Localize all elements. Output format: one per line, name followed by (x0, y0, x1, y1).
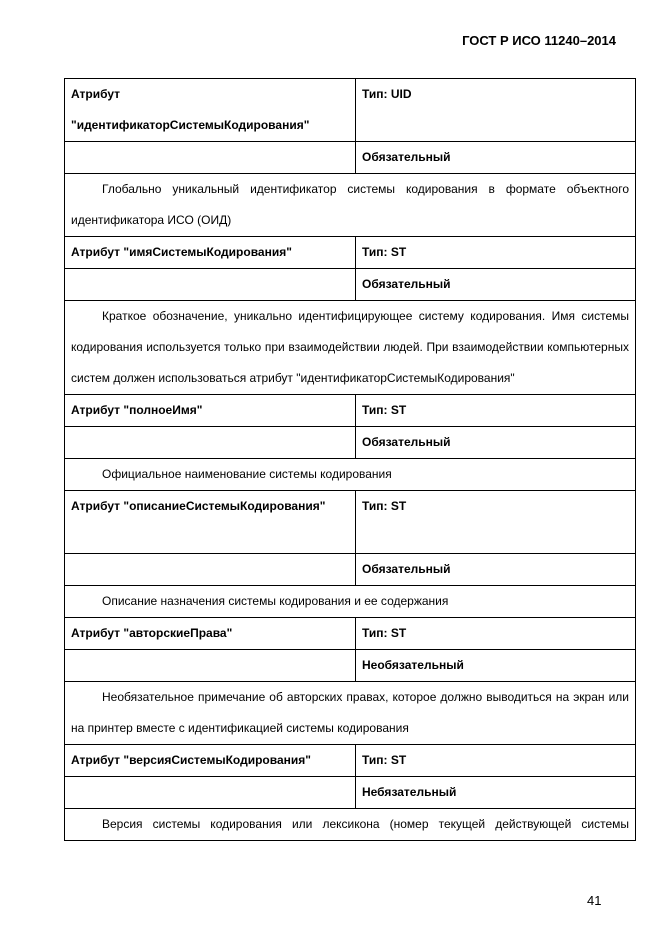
attribute-obligation-row (65, 142, 636, 174)
attribute-obligation-row (65, 777, 636, 809)
attribute-header-row (65, 395, 636, 427)
attribute-header-row (65, 745, 636, 777)
attribute-obligation: Необязательный (356, 650, 636, 682)
attribute-name: Атрибут "имяСистемыКодирования" (65, 237, 356, 269)
attribute-obligation: Обязательный (356, 142, 636, 174)
attribute-name: Атрибут "полноеИмя" (65, 395, 356, 427)
attribute-description-row (65, 682, 636, 745)
empty-cell (65, 427, 356, 459)
attribute-name: Атрибут "версияСистемыКодирования" (65, 745, 356, 777)
attribute-header-row (65, 618, 636, 650)
attribute-obligation-row (65, 554, 636, 586)
attribute-header-row (65, 79, 636, 142)
attribute-type: Тип: ST (356, 237, 636, 269)
attribute-description-row (65, 809, 636, 841)
empty-cell (65, 142, 356, 174)
attribute-obligation: Обязательный (356, 427, 636, 459)
attribute-obligation-row (65, 650, 636, 682)
attribute-description-row (65, 174, 636, 237)
attribute-header-row (65, 237, 636, 269)
attribute-obligation-row (65, 427, 636, 459)
attribute-description-row (65, 459, 636, 491)
attribute-type: Тип: ST (356, 618, 636, 650)
empty-cell (65, 777, 356, 809)
attributes-table (64, 78, 636, 841)
attribute-description: Глобально уникальный идентификатор системы кодирования в формате объектного идентификатора ИСО (ОИД) (65, 174, 636, 237)
attribute-obligation: Небязательный (356, 777, 636, 809)
empty-cell (65, 650, 356, 682)
empty-cell (65, 269, 356, 301)
attribute-obligation: Обязательный (356, 554, 636, 586)
attribute-description-row (65, 301, 636, 395)
attribute-type: Тип: UID (356, 79, 636, 142)
attribute-obligation: Обязательный (356, 269, 636, 301)
attribute-description: Краткое обозначение, уникально идентифицирующее систему кодирования. Имя системы кодирования используется только при взаимодействии людей. При взаимодействии компьютерных систем должен использоваться атрибут "идентификаторСистемыКодирования" (65, 301, 636, 395)
attribute-type: Тип: ST (356, 491, 636, 554)
attribute-description: Необязательное примечание об авторских правах, которое должно выводиться на экран или на принтер вместе с идентификацией системы кодирования (65, 682, 636, 745)
attribute-description: Описание назначения системы кодирования и ее содержания (65, 586, 636, 618)
attribute-type: Тип: ST (356, 745, 636, 777)
attribute-name: Атрибут "описаниеСистемыКодирования" (65, 491, 356, 554)
attribute-description-row (65, 586, 636, 618)
attribute-name: Атрибут "идентификаторСистемыКодирования" (65, 79, 356, 142)
attribute-type: Тип: ST (356, 395, 636, 427)
attribute-description: Официальное наименование системы кодирования (65, 459, 636, 491)
attribute-obligation-row (65, 269, 636, 301)
page-number: 41 (587, 893, 602, 908)
attribute-header-row (65, 491, 636, 554)
attribute-name: Атрибут "авторскиеПрава" (65, 618, 356, 650)
attribute-description: Версия системы кодирования или лексикона (номер текущей действующей системы (65, 809, 636, 841)
document-header: ГОСТ Р ИСО 11240–2014 (462, 33, 616, 48)
empty-cell (65, 554, 356, 586)
